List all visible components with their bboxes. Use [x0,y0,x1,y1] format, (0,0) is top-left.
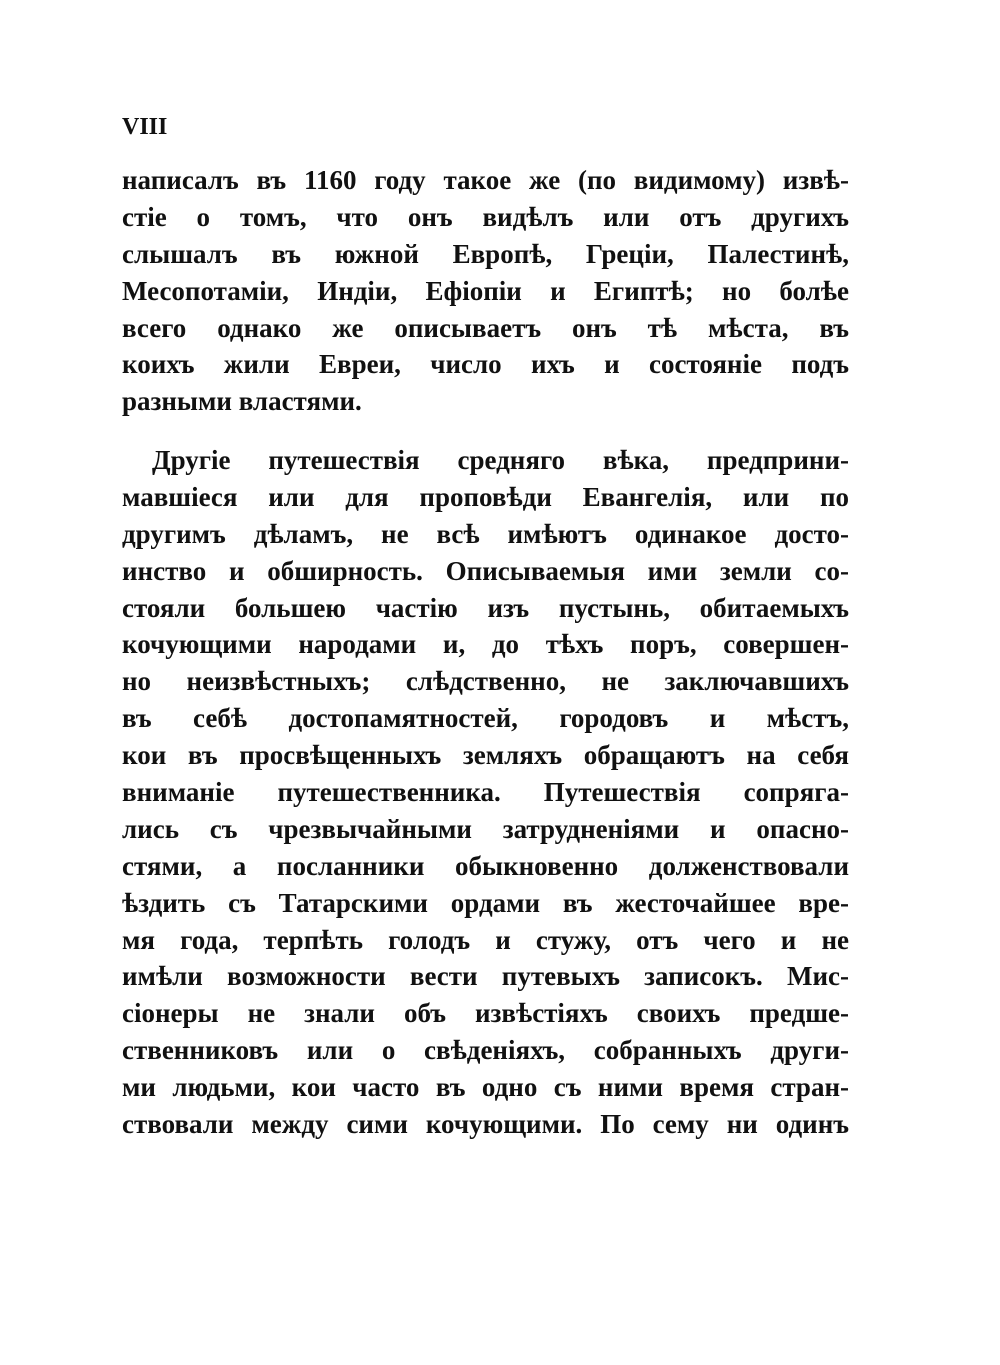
text-line: имѣли возможности вести путевыхъ записокъ. Мис- [122,961,849,992]
text-line: инство и обширность. Описываемыя ими земли со- [122,555,849,586]
text-line: другимъ дѣламъ, не всѣ имѣютъ одинакое досто- [122,518,849,549]
text-line: въ себѣ достопамятностей, городовъ и мѣстъ, [122,703,849,734]
text-line: лись съ чрезвычайными затрудненіями и опасно- [122,813,849,844]
text-line: ми людьми, кои часто въ одно съ ними время стран- [122,1072,849,1103]
text-line: мавшіеся или для проповѣди Евангелія, или по [122,481,849,512]
text-line: вниманіе путешественника. Путешествія сопряга- [122,777,849,808]
text-line: стояли большею частію изъ пустынь, обитаемыхъ [122,592,849,623]
text-line: сіонеры не знали объ извѣстіяхъ своихъ предше- [122,998,849,1029]
text-line: но неизвѣстныхъ; слѣдственно, не заключавшихъ [122,666,849,697]
text-line: ѣздить съ Татарскими ордами въ жесточайшее вре- [122,887,849,918]
page-number: VIII [122,114,168,140]
text-line: написалъ въ 1160 году такое же (по видимому) извѣ- [122,165,849,195]
text-line: стями, а посланники обыкновенно долженствовали [122,850,849,881]
paragraph-2 [122,442,849,1143]
text-line: Другіе путешествія средняго вѣка, предприни- [152,445,849,475]
text-line: ственниковъ или о свѣденіяхъ, собранныхъ други- [122,1035,849,1066]
text-line: всего однако же описываетъ онъ тѣ мѣста, въ [122,312,849,343]
text-line: кои въ просвѣщенныхъ земляхъ обращаютъ на себя [122,740,849,771]
text-line: коихъ жили Евреи, число ихъ и состояніе подъ [122,349,849,380]
text-line: слышалъ въ южной Европѣ, Греціи, Палестинѣ, [122,238,849,269]
text-line: кочующими народами и, до тѣхъ поръ, совершен- [122,629,849,660]
text-line: ствовали между сими кочующими. По сему ни одинъ [122,1109,849,1140]
text-line: мя года, терпѣть голодъ и стужу, отъ чего и не [122,924,849,955]
text-line: стіе о томъ, что онъ видѣлъ или отъ другихъ [122,201,849,232]
text-line: Месопотаміи, Индіи, Ефіопіи и Египтѣ; но болѣе [122,275,849,306]
text-line: разными властями. [122,386,362,417]
paragraph-1 [122,162,849,420]
